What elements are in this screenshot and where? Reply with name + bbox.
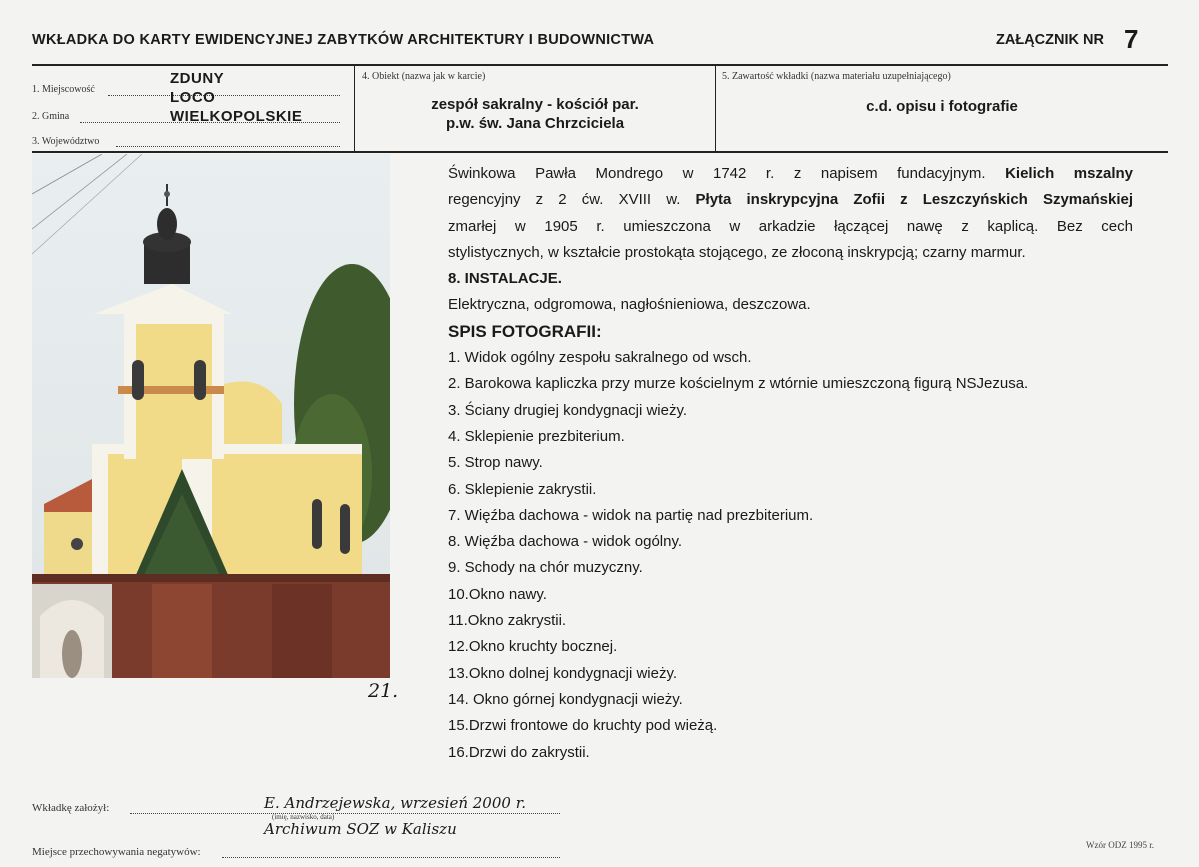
photo-list-item: 8. Więźba dachowa - widok ogólny. (448, 533, 683, 551)
photo-list-item: 7. Więźba dachowa - widok na partię nad prezbiterium. (448, 506, 814, 524)
annex-label: ZAŁĄCZNIK NR (996, 32, 1104, 48)
content-value: c.d. opisu i fotografie (866, 98, 1018, 115)
desc-line-1: Świnkowa Pawła Mondrego w 1742 r. z napisem fundacyjnym. Kielich mszalny (448, 165, 1133, 182)
photo-list-item: 13.Okno dolnej kondygnacji wieży. (448, 664, 678, 682)
photo-list-item: 12.Okno kruchty bocznej. (448, 638, 618, 656)
photo-list-item: 15.Drzwi frontowe do kruchty pod wieżą. (448, 717, 718, 735)
prepared-hint: (imię, nazwisko, data) (272, 813, 335, 821)
photo-number: 21. (368, 680, 399, 702)
header-rule (32, 64, 1168, 66)
prepared-dots (130, 813, 560, 814)
negatives-value: Archiwum SOZ w Kaliszu (264, 820, 457, 838)
photo-list-item: 10.Okno nawy. (448, 585, 547, 603)
locality-label: 1. Miejscowość (32, 84, 95, 95)
document-title: WKŁADKA DO KARTY EWIDENCYJNEJ ZABYTKÓW ARCHITEKTURY I BUDOWNICTWA (32, 32, 655, 48)
desc-line-4: stylistycznych, w kształcie prostokąta stojącego, ze złoconą inskrypcją; czarny marmur. (448, 243, 1026, 261)
photo-list-item: 1. Widok ogólny zespołu sakralnego od wsch. (448, 349, 752, 367)
installations-text: Elektryczna, odgromowa, nagłośnieniowa, deszczowa. (448, 296, 811, 314)
commune-value: LOCO (170, 89, 216, 106)
negatives-label: Miejsce przechowywania negatywów: (32, 846, 201, 858)
photo-list (448, 345, 1133, 766)
photo-list-item: 2. Barokowa kapliczka przy murze kościelnym z wtórnie umieszczoną figurą NSJezusa. (448, 375, 1029, 393)
voivodeship-dots (116, 146, 340, 147)
desc-line-3: zmarłej w 1905 r. umieszczona w arkadzie łączącej nawę z kaplicą. Bez cech (448, 217, 1133, 235)
photo-list-item: 5. Strop nawy. (448, 454, 543, 472)
photo-list-heading: SPIS FOTOGRAFII: (448, 321, 602, 341)
desc-line-2: regencyjny z 2 ćw. XVIII w. Płyta inskrypcyjna Zofii z Leszczyńskich Szymańskiej (448, 191, 1134, 209)
commune-label: 2. Gmina (32, 111, 70, 122)
content-label: 5. Zawartość wkładki (nazwa materiału uzupełniającego) (722, 71, 951, 82)
object-value-line2: p.w. św. Jana Chrzciciela (445, 115, 625, 132)
photo-list-item: 6. Sklepienie zakrystii. (448, 480, 597, 498)
photo-list-item: 16.Drzwi do zakrystii. (448, 743, 590, 761)
photo-list-item: 4. Sklepienie prezbiterium. (448, 427, 625, 445)
object-value (355, 95, 715, 133)
photo-list-item: 14. Okno górnej kondygnacji wieży. (448, 690, 683, 708)
fields-bottom-rule (32, 151, 1168, 153)
prepared-value: E. Andrzejewska, wrzesień 2000 r. (264, 794, 526, 812)
annex-number: 7 (1124, 24, 1139, 54)
description-paragraph (448, 161, 1133, 766)
negatives-dots (222, 857, 560, 858)
photo-list-item: 9. Schody na chór muzyczny. (448, 559, 643, 577)
photo-list-item: 3. Ściany drugiej kondygnacji wieży. (448, 401, 688, 419)
photo-list-item: 11.Okno zakrystii. (448, 612, 567, 630)
prepared-label: Wkładkę założył: (32, 802, 110, 814)
form-code: Wzór ODZ 1995 r. (1086, 840, 1154, 850)
locality-value: ZDUNY (170, 70, 225, 87)
church-photograph (32, 154, 390, 678)
voivodeship-value: WIELKOPOLSKIE (170, 108, 303, 125)
object-value-line1: zespół sakralny - kościół par. (431, 96, 639, 113)
installations-heading: 8. INSTALACJE. (448, 270, 562, 288)
voivodeship-label: 3. Województwo (32, 136, 100, 147)
locality-dots (108, 95, 340, 96)
object-label: 4. Obiekt (nazwa jak w karcie) (362, 71, 486, 82)
